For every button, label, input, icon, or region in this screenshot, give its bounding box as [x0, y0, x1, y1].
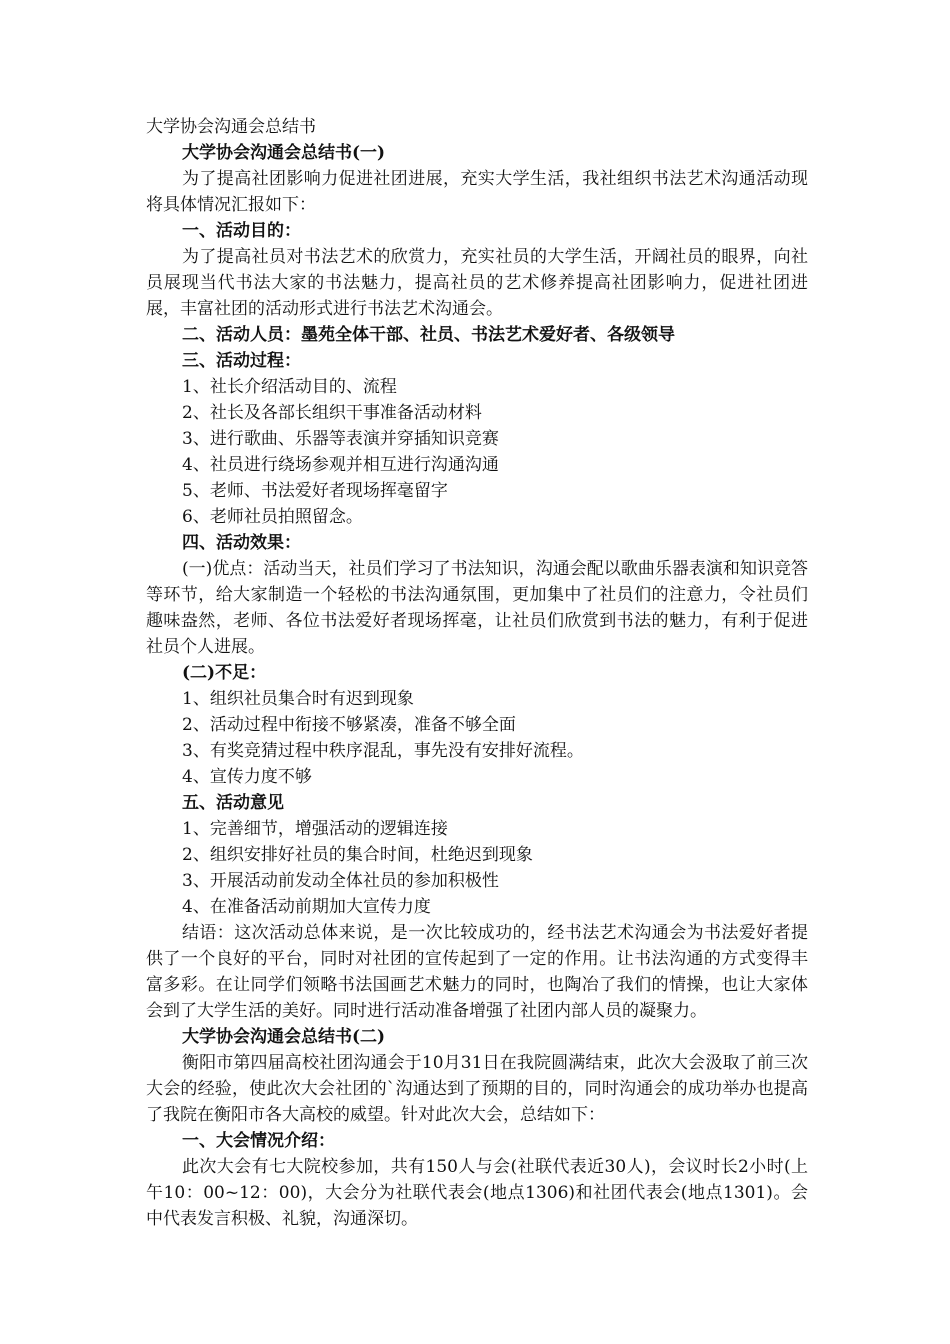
merits-text: (一)优点：活动当天，社员们学习了书法知识，沟通会配以歌曲乐器表演和知识竞答等环节，给大家制造一个轻松的书法沟通氛围，更加集中了社员们的注意力，令社员们趣味盎然，老师、各位书法爱好者现场挥毫，让社员们欣赏到书法的魅力，有利于促进社员个人进展。 — [146, 559, 808, 657]
opinion-item: 4、在准备活动前期加大宣传力度 — [182, 897, 431, 917]
shortcoming-item: 3、有奖竞猜过程中秩序混乱，事先没有安排好流程。 — [182, 741, 584, 761]
overview-heading: 一、大会情况介绍： — [182, 1131, 335, 1151]
opinion-heading: 五、活动意见 — [182, 793, 284, 813]
process-item: 2、社长及各部长组织干事准备活动材料 — [182, 403, 482, 423]
section1-heading: 大学协会沟通会总结书(一) — [182, 143, 386, 163]
conclusion-text: 结语：这次活动总体来说，是一次比较成功的，经书法艺术沟通会为书法爱好者提供了一个良好的平台，同时对社团的宣传起到了一定的作用。让书法沟通的方式变得丰富多彩。在让同学们领略书法国画艺术魅力的同时，也陶冶了我们的情操，也让大家体会到了大学生活的美好。同时进行活动准备增强了社团内部人员的凝聚力。 — [146, 923, 808, 1021]
document-page — [146, 114, 808, 1232]
opinion-item: 3、开展活动前发动全体社员的参加积极性 — [182, 871, 499, 891]
shortcomings-heading: (二)不足： — [182, 663, 267, 683]
section2-intro: 衡阳市第四届高校社团沟通会于10月31日在我院圆满结束，此次大会汲取了前三次大会的经验，使此次大会社团的`沟通达到了预期的目的，同时沟通会的成功举办也提高了我院在衡阳市各大高校的威望。针对此次大会，总结如下： — [146, 1053, 808, 1125]
process-item: 3、进行歌曲、乐器等表演并穿插知识竞赛 — [182, 429, 499, 449]
document-title: 大学协会沟通会总结书 — [146, 117, 316, 137]
process-item: 5、老师、书法爱好者现场挥毫留字 — [182, 481, 448, 501]
overview-text: 此次大会有七大院校参加，共有150人与会(社联代表近30人)，会议时长2小时(上午10：00~12：00)，大会分为社联代表会(地点1306)和社团代表会(地点1301)。会中代表发言积极、礼貌，沟通深切。 — [146, 1157, 808, 1229]
process-item: 6、老师社员拍照留念。 — [182, 507, 363, 527]
shortcoming-item: 2、活动过程中衔接不够紧凑，准备不够全面 — [182, 715, 516, 735]
opinion-item: 1、完善细节，增强活动的逻辑连接 — [182, 819, 448, 839]
shortcoming-item: 1、组织社员集合时有迟到现象 — [182, 689, 414, 709]
process-heading: 三、活动过程： — [182, 351, 301, 371]
section1-intro: 为了提高社团影响力促进社团进展，充实大学生活，我社组织书法艺术沟通活动现将具体情况汇报如下： — [146, 169, 808, 215]
section2-heading: 大学协会沟通会总结书(二) — [182, 1027, 386, 1047]
purpose-text: 为了提高社员对书法艺术的欣赏力，充实社员的大学生活，开阔社员的眼界，向社员展现当代书法大家的书法魅力，提高社员的艺术修养提高社团影响力，促进社团进展，丰富社团的活动形式进行书法艺术沟通会。 — [146, 247, 808, 319]
shortcoming-item: 4、宣传力度不够 — [182, 767, 312, 787]
process-item: 1、社长介绍活动目的、流程 — [182, 377, 397, 397]
process-item: 4、社员进行绕场参观并相互进行沟通沟通 — [182, 455, 499, 475]
purpose-heading: 一、活动目的： — [182, 221, 301, 241]
people-heading: 二、活动人员：墨苑全体干部、社员、书法艺术爱好者、各级领导 — [182, 325, 675, 345]
effect-heading: 四、活动效果： — [182, 533, 301, 553]
opinion-item: 2、组织安排好社员的集合时间，杜绝迟到现象 — [182, 845, 533, 865]
